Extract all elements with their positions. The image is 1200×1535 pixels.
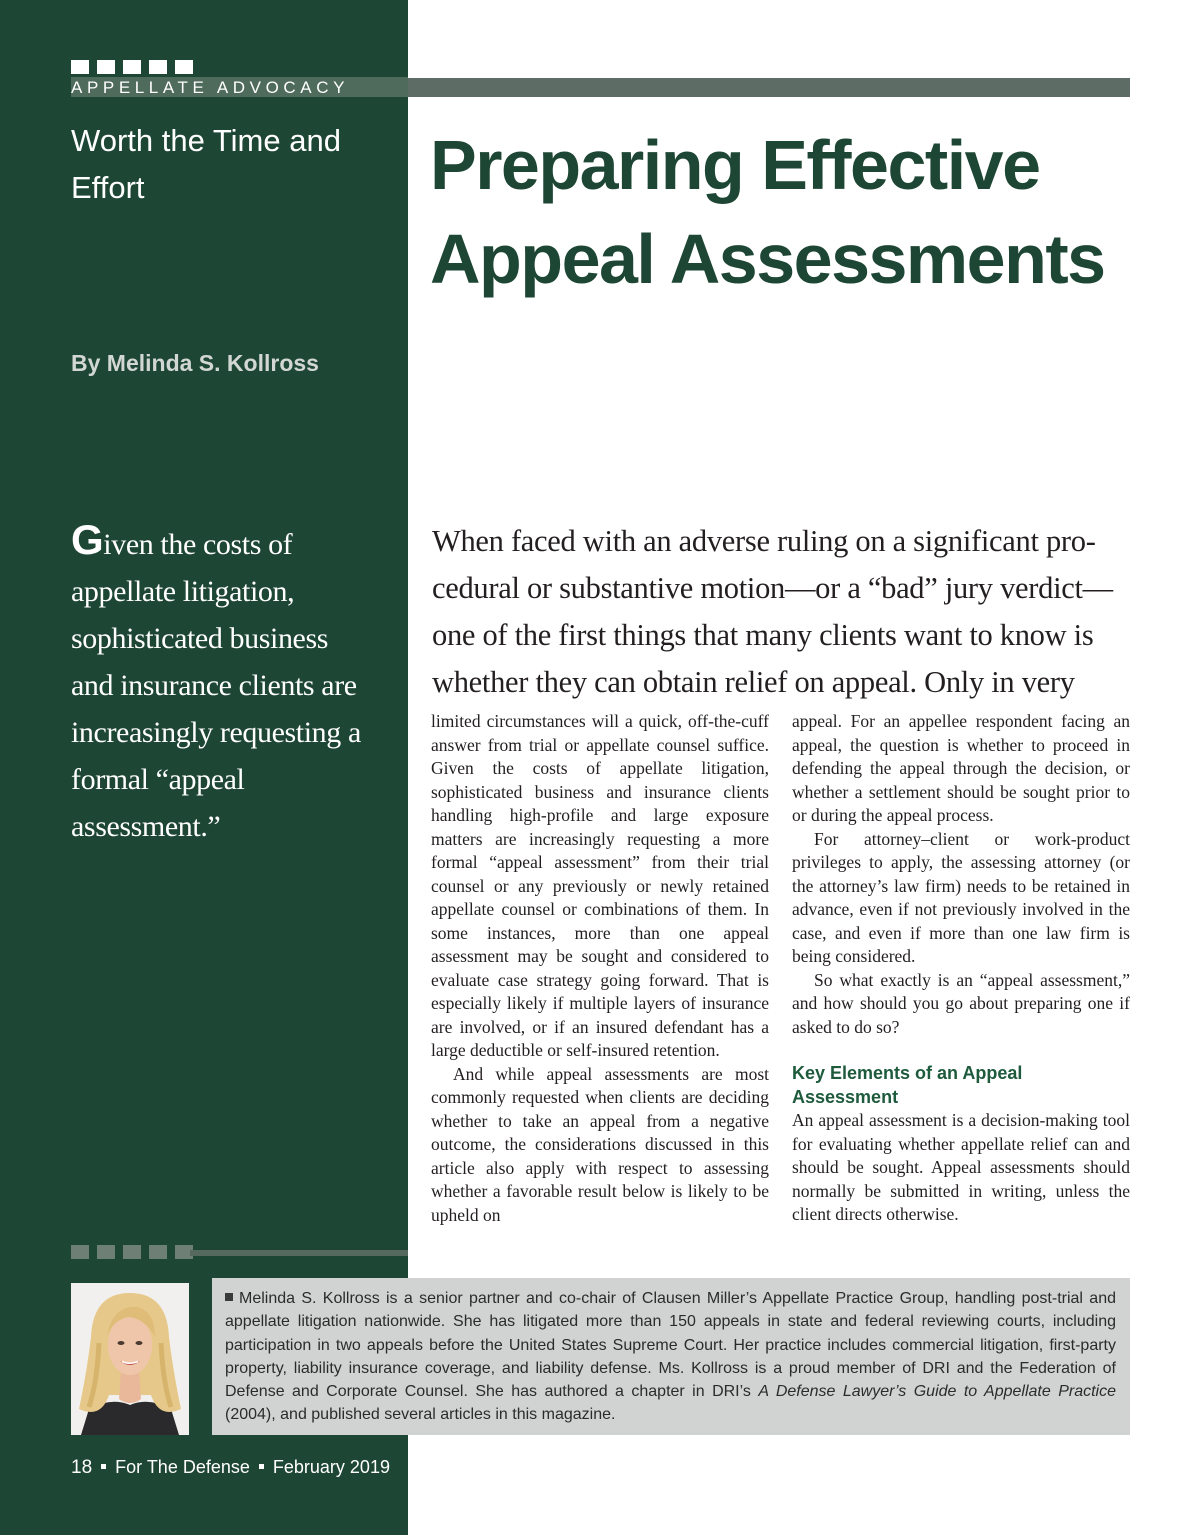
section-subhead: Key Elements of an Appeal Assessment — [792, 1063, 1023, 1107]
decorative-squares-bottom — [71, 1245, 193, 1259]
body-paragraph: appeal. For an appellee respondent facing an appeal, the question is whether to proceed in defending the appeal through the decision, or whether a settlement should be sought prior to or during the appeal process. — [792, 711, 1130, 825]
issue-date: February 2019 — [272, 1457, 390, 1477]
separator-icon — [101, 1464, 106, 1469]
body-paragraph: limited circumstances will a quick, off-the-cuff answer from trial or appellate counsel suffice. Given the costs of appellate litigation, sophisticated business and insurance clients handling high-profile and large exposure matters are increasingly requesting a more formal “appeal assessment” from their trial counsel or any previously or newly retained appellate counsel or combinations of them. In some instances, more than one appeal assessment may be sought and considered to evaluate case strategy going forward. That is especially likely if multiple layers of insurance are involved, or if an insured defendant has a large deductible or self-insured retention. — [431, 711, 769, 1060]
body-paragraph: For attorney–client or work-product privileges to apply, the assessing attorney (or the attorney’s law firm) needs to be retained in advance, even if not previously involved in the case, and even if more than one law firm is being considered. — [792, 828, 1130, 966]
body-paragraph: And while appeal assessments are most commonly requested when clients are deciding whether to take an appeal from a negative outcome, the considerations discussed in this article also apply with respect to assessing whether a favorable result below is likely to be upheld on — [431, 1063, 769, 1225]
lead-line: one of the first things that many clients want to know is — [432, 618, 1094, 652]
page-footer — [71, 1457, 390, 1479]
drop-cap: G — [71, 516, 104, 563]
bio-text-end: (2004), and published several articles in this magazine. — [225, 1406, 616, 1424]
pull-quote — [71, 516, 371, 850]
lead-line: When faced with an adverse ruling on a significant pro- — [432, 524, 1096, 558]
pull-quote-text: iven the costs of appellate litigation, sophisticated business and insurance clients are increasingly requesting a formal “appeal assessment.” — [71, 528, 361, 843]
separator-icon — [259, 1464, 264, 1469]
book-title: A Defense Lawyer’s Guide to Appellate Practice — [758, 1383, 1116, 1401]
bullet-icon — [225, 1293, 233, 1301]
bio-text: Melinda S. Kollross is a senior partner and co-chair of Clausen Miller’s Appellate Practice Group, handling post-trial and appellate litigation nationwide. She has litigated more than 150 appeals in state and federal reviewing courts, including participation in two appeals before the United States Supreme Court. Her practice includes commercial litigation, first-party property, liability insurance coverage, and liability defense. Ms. Kollross is a proud member of DRI and the Federation of Defense and Corporate Counsel. She has authored a chapter in DRI’s — [225, 1290, 1116, 1401]
body-column-left — [431, 710, 769, 1227]
author-bio — [212, 1278, 1130, 1435]
author-photo — [71, 1283, 189, 1435]
author-portrait-icon — [71, 1283, 189, 1435]
body-paragraph: So what exactly is an “appeal assessment,” and how should you go about preparing one if asked to do so? — [792, 969, 1130, 1037]
lead-paragraph — [432, 518, 1132, 706]
bio-rule — [190, 1250, 408, 1256]
lead-line: whether they can obtain relief on appeal. Only in very — [432, 665, 1075, 699]
publication-name: For The Defense — [115, 1457, 250, 1477]
body-paragraph: An appeal assessment is a decision-making tool for evaluating whether appellate relief can and should be sought. Appeal assessments should normally be submitted in writing, unless the client directs otherwise. — [792, 1110, 1130, 1224]
article-title: Preparing Effective Appeal Assessments — [430, 126, 1105, 298]
lead-line: cedural or substantive motion—or a “bad” jury verdict— — [432, 571, 1113, 605]
kicker: Worth the Time and Effort — [71, 123, 341, 205]
body-column-right — [792, 710, 1130, 1227]
page-number: 18 — [71, 1457, 93, 1478]
decorative-squares-top — [71, 60, 193, 74]
byline: By Melinda S. Kollross — [71, 350, 319, 376]
section-label: APPELLATE ADVOCACY — [71, 78, 350, 97]
